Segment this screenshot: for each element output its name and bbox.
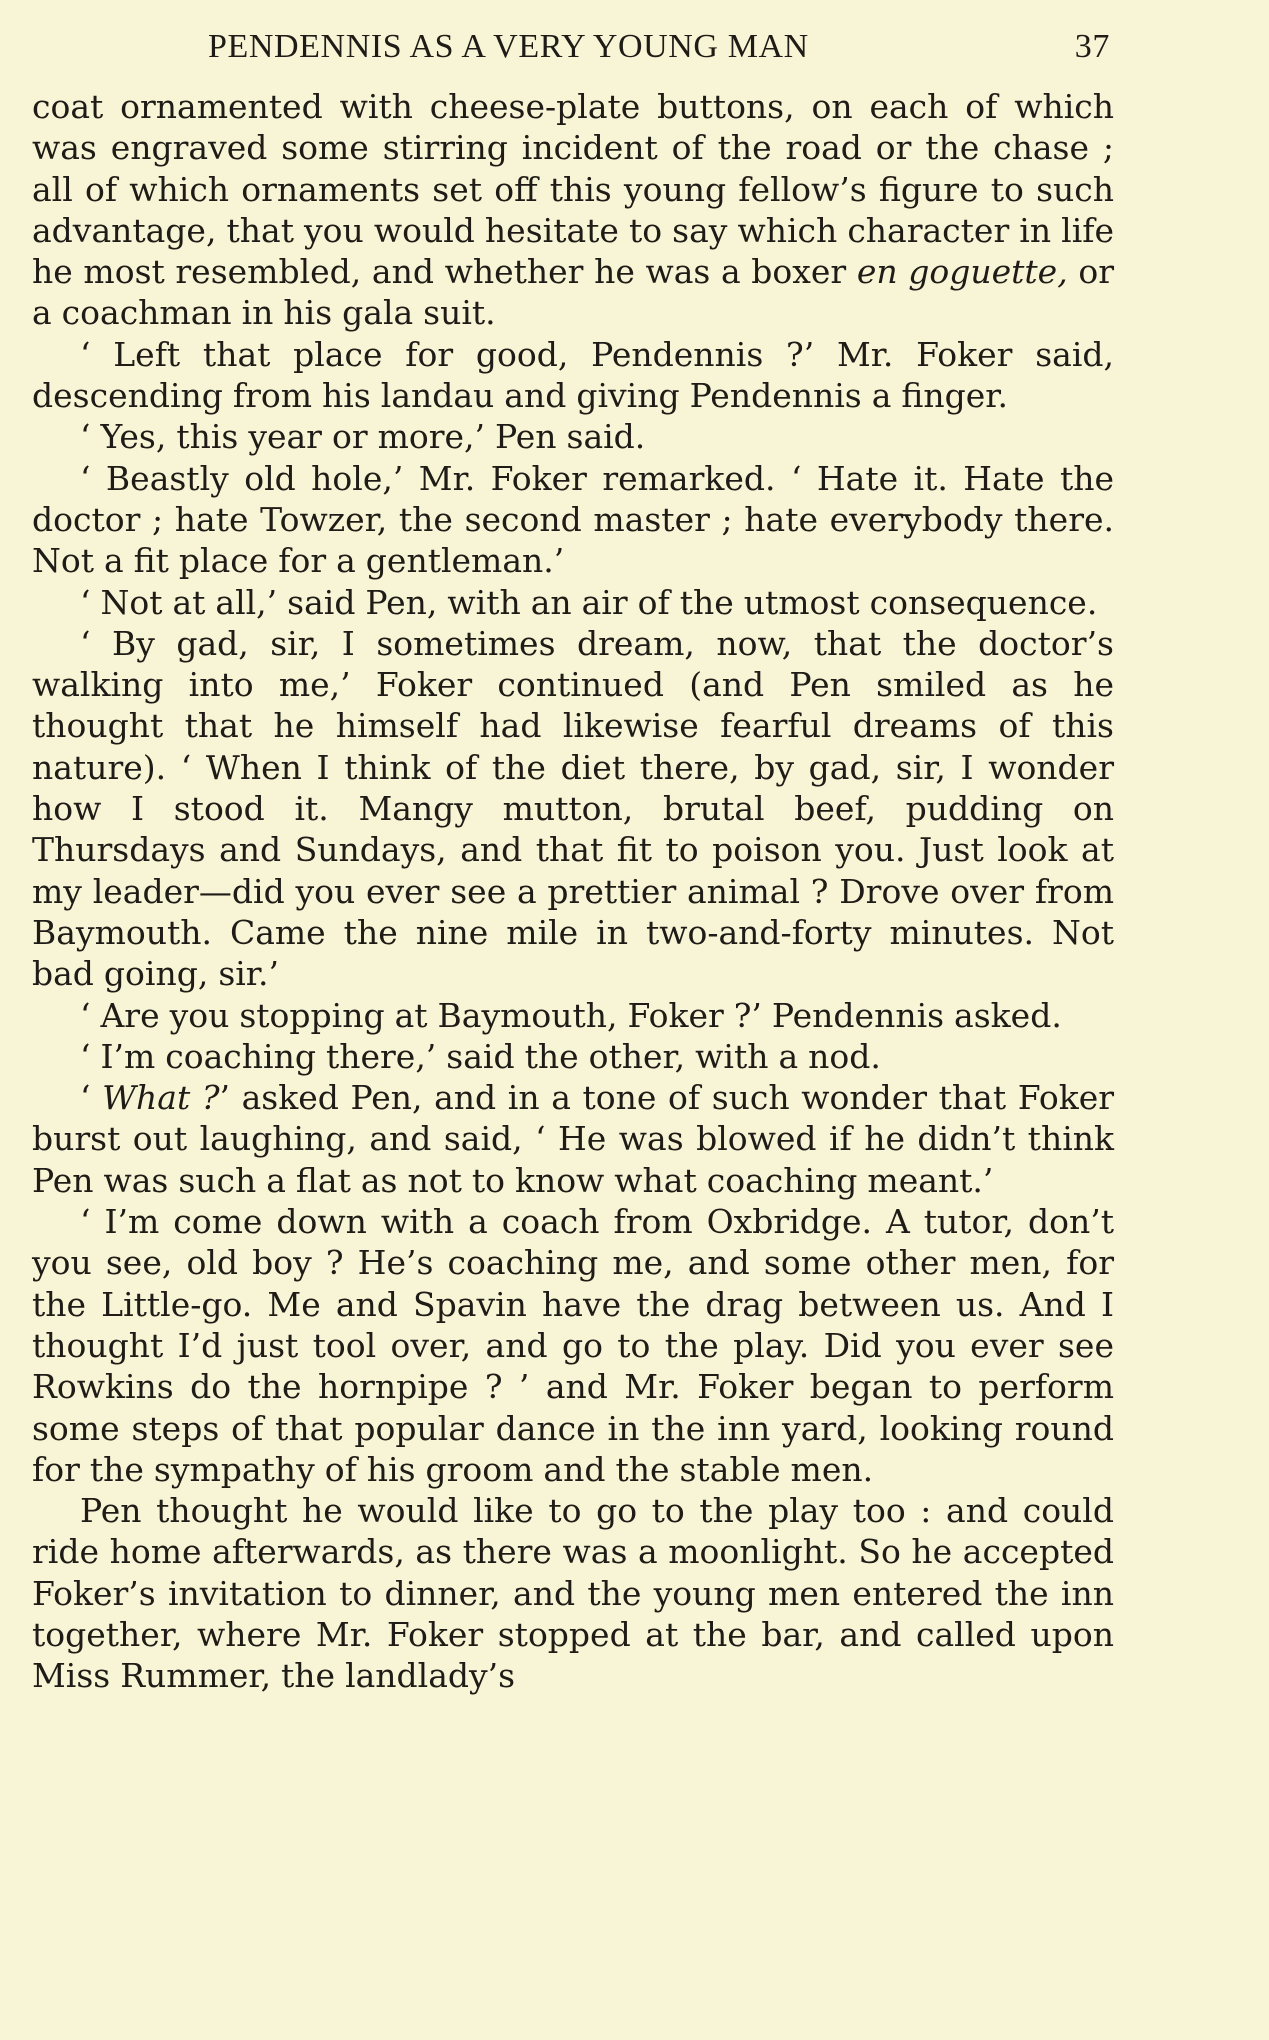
page-header bbox=[32, 28, 1114, 78]
paragraph-9: ‘ What ?’ asked Pen, and in a tone of such wonder that Foker burst out laughing, and said, ‘ He was blowed if he didn’t think Pen was such a flat as not to know what coaching meant.’ bbox=[32, 1078, 1114, 1200]
paragraph-10: ‘ I’m come down with a coach from Oxbridge. A tutor, don’t you see, old boy ? He’s coaching me, and some other men, for the Little-go. Me and Spavin have the drag between us. And I thought I’d just tool over, and go to the play. Did you ever see Rowkins do the hornpipe ? ’ and Mr. Foker began to perform some steps of that popular dance in the inn yard, looking round for the sympathy of his groom and the stable men. bbox=[32, 1202, 1114, 1489]
running-title: PENDENNIS AS A VERY YOUNG MAN bbox=[208, 28, 809, 65]
body-text bbox=[32, 86, 1114, 1697]
paragraph-1: coat ornamented with cheese-plate buttons, on each of which was engraved some stirring incident of the road or the chase ; all of which ornaments set off this young fellow’s figure to such advantage, that you would hesitate to say which character in life he most resembled, and whether he was a boxer en goguette, or a coachman in his gala suit. bbox=[32, 87, 1114, 333]
paragraph-11: Pen thought he would like to go to the play too : and could ride home afterwards, as there was a moonlight. So he accepted Foker’s invitation to dinner, and the young men entered the inn together, where Mr. Foker stopped at the bar, and called upon Miss Rummer, the landlady’s bbox=[32, 1491, 1114, 1696]
paragraph-6: ‘ By gad, sir, I sometimes dream, now, that the doctor’s walking into me,’ Foker continued (and Pen smiled as he thought that he himself had likewise fearful dreams of this nature). ‘ When I think of the diet there, by gad, sir, I wonder how I stood it. Mangy mutton, brutal beef, pudding on Thursdays and Sundays, and that fit to poison you. Just look at my leader—did you ever see a prettier animal ? Drove over from Baymouth. Came the nine mile in two-and-forty minutes. Not bad going, sir.’ bbox=[32, 623, 1114, 994]
paragraph-8: ‘ I’m coaching there,’ said the other, with a nod. bbox=[80, 1036, 881, 1076]
book-page bbox=[32, 28, 1114, 1697]
paragraph-7: ‘ Are you stopping at Baymouth, Foker ?’ Pendennis asked. bbox=[80, 995, 1062, 1035]
paragraph-5: ‘ Not at all,’ said Pen, with an air of the utmost consequence. bbox=[80, 582, 1098, 622]
paragraph-4: ‘ Beastly old hole,’ Mr. Foker remarked. ‘ Hate it. Hate the doctor ; hate Towzer, the second master ; hate everybody there. Not a fit place for a gentleman.’ bbox=[32, 458, 1114, 581]
paragraph-2: ‘ Left that place for good, Pendennis ?’ Mr. Foker said, descending from his landau and giving Pendennis a finger. bbox=[32, 334, 1114, 416]
page-number: 37 bbox=[1074, 28, 1110, 65]
paragraph-3: ‘ Yes, this year or more,’ Pen said. bbox=[80, 417, 646, 457]
